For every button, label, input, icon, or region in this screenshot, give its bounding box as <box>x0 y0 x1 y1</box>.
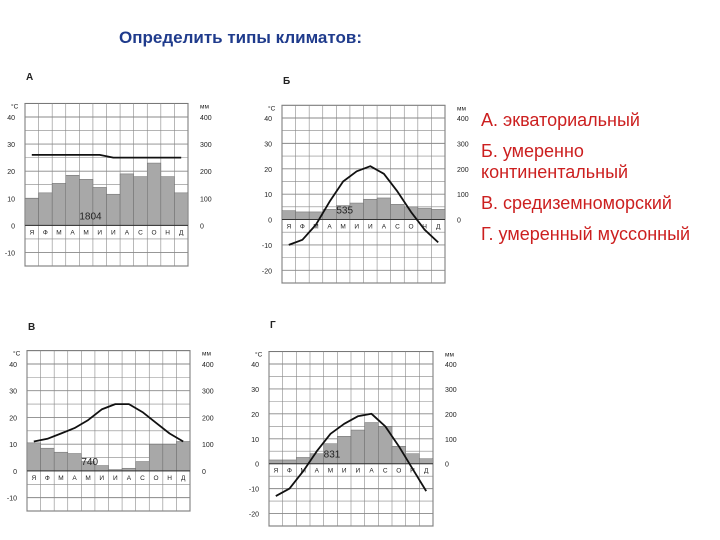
month-label: Я <box>273 467 279 475</box>
temp-unit: °С <box>11 103 19 111</box>
temp-tick: 20 <box>251 411 259 419</box>
month-label: Я <box>286 223 292 231</box>
precip-tick: 400 <box>200 115 212 122</box>
month-label: М <box>340 223 346 231</box>
precip-tick: 0 <box>445 461 449 469</box>
temp-tick: 30 <box>7 142 15 150</box>
climatogram-3 <box>7 322 214 511</box>
precipitation-bar <box>418 208 432 219</box>
month-label: Д <box>179 229 184 237</box>
month-label: Ф <box>299 223 305 231</box>
temp-tick: 0 <box>255 461 259 469</box>
panel-letter: Г <box>270 320 276 331</box>
temp-tick: 0 <box>11 223 15 231</box>
month-label: С <box>382 467 388 475</box>
temp-tick: 10 <box>251 436 259 444</box>
precip-tick: 0 <box>202 468 206 476</box>
temp-tick: 40 <box>251 362 259 369</box>
month-label: Ф <box>287 467 292 475</box>
month-label: Н <box>422 223 427 231</box>
climatogram-4 <box>249 320 457 526</box>
month-label: О <box>396 467 402 475</box>
temp-tick: -20 <box>248 511 259 519</box>
temp-tick: 30 <box>251 386 259 394</box>
temp-tick: 30 <box>264 141 272 149</box>
temp-tick: 0 <box>268 217 272 225</box>
precip-tick: 300 <box>445 386 457 394</box>
month-label: И <box>341 467 347 475</box>
climatogram-2 <box>262 76 469 283</box>
answer-option-v: В. средиземноморский <box>481 193 672 213</box>
annual-precipitation: 740 <box>81 456 99 468</box>
precipitation-bar <box>27 443 41 471</box>
temp-unit: °С <box>255 351 263 359</box>
precip-tick: 400 <box>202 362 214 369</box>
panel-letter: Б <box>283 76 291 87</box>
month-label: А <box>72 474 77 482</box>
precip-unit: мм <box>457 105 466 113</box>
precipitation-bar <box>431 209 445 219</box>
precipitation-bar <box>149 444 163 471</box>
answer-option-b: Б. умеренно континентальный <box>481 141 629 182</box>
month-label: И <box>355 467 361 475</box>
temp-tick: 10 <box>264 192 272 200</box>
precipitation-bar <box>68 454 82 471</box>
temp-unit: °С <box>268 105 276 113</box>
precipitation-bar <box>161 177 175 226</box>
month-label: Д <box>181 474 186 482</box>
month-label: О <box>151 229 157 237</box>
precip-tick: 0 <box>457 217 461 225</box>
month-label: С <box>395 223 400 231</box>
precipitation-bar <box>364 199 378 219</box>
precipitation-bar <box>377 198 391 220</box>
month-label: М <box>56 229 62 237</box>
precip-tick: 0 <box>200 223 204 231</box>
temp-tick: 20 <box>7 169 15 177</box>
precipitation-bar <box>66 175 80 225</box>
precip-tick: 300 <box>200 142 212 150</box>
precip-tick: 100 <box>202 442 214 450</box>
month-label: Д <box>423 467 429 475</box>
month-label: М <box>83 229 89 237</box>
precipitation-bar <box>39 193 53 226</box>
precipitation-bar <box>174 193 188 226</box>
precip-tick: 100 <box>445 436 457 444</box>
month-label: И <box>99 474 105 482</box>
precip-tick: 100 <box>457 192 469 200</box>
month-label: М <box>85 474 91 482</box>
precip-tick: 200 <box>202 415 214 423</box>
temp-tick: 40 <box>7 115 15 122</box>
month-label: М <box>58 474 64 482</box>
month-label: Н <box>165 229 170 237</box>
precipitation-bar <box>25 198 39 225</box>
month-label: А <box>381 223 387 231</box>
temp-tick: -10 <box>261 242 272 250</box>
temp-tick: -10 <box>6 495 17 503</box>
month-label: М <box>327 467 334 475</box>
precip-tick: 200 <box>457 166 469 174</box>
precipitation-bar <box>163 444 177 471</box>
answer-option-g: Г. умеренный муссонный <box>481 224 691 244</box>
temp-tick: 10 <box>7 196 15 204</box>
month-label: И <box>112 474 118 482</box>
answer-options <box>481 110 713 255</box>
precipitation-bar <box>54 452 68 471</box>
month-label: Ф <box>42 229 48 237</box>
precip-unit: мм <box>445 351 454 359</box>
temp-tick: 10 <box>9 442 17 450</box>
precipitation-bar <box>120 174 134 225</box>
month-label: И <box>354 223 360 231</box>
page-title: Определить типы климатов: <box>119 28 362 47</box>
precip-tick: 300 <box>202 388 214 396</box>
month-label: А <box>327 223 332 231</box>
temp-tick: -20 <box>261 268 272 276</box>
month-label: М <box>300 467 306 475</box>
precip-tick: 400 <box>445 362 457 369</box>
month-label: А <box>70 229 75 237</box>
panel-letter: А <box>26 72 34 83</box>
annual-precipitation: 831 <box>323 449 341 461</box>
month-label: О <box>408 223 414 231</box>
temp-tick: 0 <box>13 468 17 476</box>
temp-tick: 40 <box>9 362 17 369</box>
month-label: А <box>126 474 132 482</box>
temp-tick: -10 <box>248 486 259 494</box>
precipitation-bar <box>296 212 310 220</box>
precip-unit: мм <box>200 103 209 111</box>
month-label: М <box>313 223 319 231</box>
temp-unit: °С <box>13 350 21 358</box>
month-label: Д <box>436 223 441 231</box>
precipitation-bar <box>107 194 121 225</box>
annual-precipitation: 1804 <box>79 211 102 223</box>
annual-precipitation: 535 <box>336 205 354 217</box>
precip-tick: 100 <box>200 196 212 204</box>
month-label: А <box>314 467 320 475</box>
precipitation-bar <box>147 163 161 225</box>
month-label: Я <box>31 474 37 482</box>
month-label: И <box>367 223 373 231</box>
climatogram-1 <box>5 72 212 266</box>
panel-letter: В <box>28 322 36 333</box>
precip-tick: 200 <box>200 169 212 177</box>
month-label: С <box>140 474 145 482</box>
precipitation-bar <box>269 460 283 464</box>
month-label: Я <box>29 229 35 237</box>
precip-tick: 300 <box>457 141 469 149</box>
precipitation-bar <box>419 459 433 464</box>
temp-tick: 30 <box>9 388 17 396</box>
temp-tick: 20 <box>9 415 17 423</box>
temp-tick: -10 <box>4 250 15 258</box>
month-label: Ф <box>44 474 50 482</box>
answer-option-a: А. экваториальный <box>481 110 640 130</box>
precipitation-bar <box>283 460 297 464</box>
month-label: И <box>110 229 116 237</box>
precipitation-bar <box>282 211 296 220</box>
precipitation-bar <box>351 430 365 464</box>
month-label: С <box>138 229 143 237</box>
month-label: Н <box>410 467 415 475</box>
precipitation-bar <box>136 462 150 471</box>
month-label: Н <box>167 474 172 482</box>
month-label: О <box>153 474 159 482</box>
precipitation-bar <box>52 183 66 225</box>
precipitation-bar <box>134 177 148 226</box>
month-label: А <box>369 467 374 475</box>
precipitation-bar <box>391 204 405 219</box>
precip-tick: 400 <box>457 116 469 123</box>
precipitation-bar <box>176 442 190 471</box>
precip-tick: 200 <box>445 411 457 419</box>
temp-tick: 20 <box>264 166 272 174</box>
month-label: А <box>124 229 130 237</box>
temp-tick: 40 <box>264 116 272 123</box>
precipitation-bar <box>41 448 55 471</box>
precip-unit: мм <box>202 350 211 358</box>
precipitation-bar <box>365 423 379 464</box>
month-label: И <box>97 229 103 237</box>
